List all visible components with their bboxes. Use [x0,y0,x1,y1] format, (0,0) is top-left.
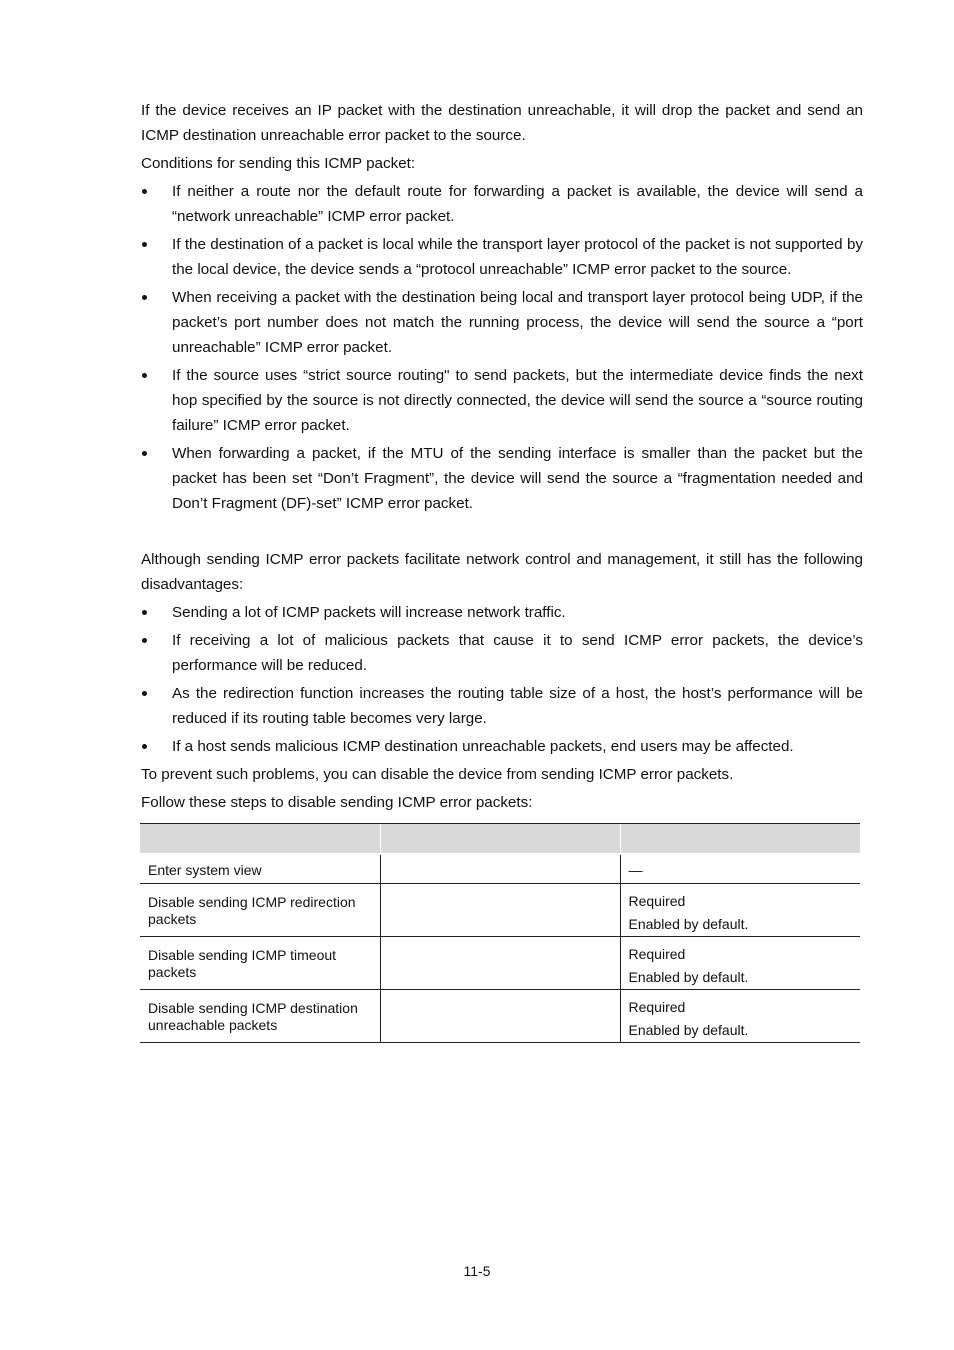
conditions-heading: Conditions for sending this ICMP packet: [141,155,416,172]
steps-intro: Follow these steps to disable sending ICMP error packets: [141,794,533,811]
list-item [141,232,863,282]
bullet-icon [142,610,147,615]
list-item [141,628,863,678]
list-item [141,441,863,516]
list-item [141,681,863,731]
conditions-list [141,179,863,516]
list-item [141,363,863,438]
remarks-cell [620,883,860,936]
list-item-text: When forwarding a packet, if the MTU of the sending interface is smaller than the packet but the packet has been set “Don’t Fragment”, the device will send the source a “fragmentation needed and Don’t Fragment (DF)-set” ICMP error packet. [172,445,863,512]
remarks-default: Enabled by default. [628,1021,749,1038]
bullet-icon [142,744,147,749]
operation-cell: Disable sending ICMP timeout packets [140,936,380,989]
table-row [140,854,860,883]
list-item-text: When receiving a packet with the destination being local and transport layer protocol being UDP, if the packet’s port number does not match the running process, the device will send the source a “port unreachable” ICMP error packet. [172,289,863,356]
operation-cell: Disable sending ICMP destination unreachable packets [140,989,380,1042]
bullet-icon [142,373,147,378]
table-row [140,883,860,936]
table-header-row [140,824,860,855]
operation-cell: Disable sending ICMP redirection packets [140,883,380,936]
list-item-text: If the source uses “strict source routing" to send packets, but the intermediate device finds the next hop specified by the source is not directly connected, the device will send the source a “source routing failure” ICMP error packet. [172,367,863,434]
page-number: 11-5 [463,1263,491,1279]
section-gap [141,519,863,547]
bullet-icon [142,691,147,696]
list-item-text: Sending a lot of ICMP packets will increase network traffic. [172,604,566,621]
list-item-text: If neither a route nor the default route for forwarding a packet is available, the device will send a “network unreachable” ICMP error packet. [172,183,863,225]
remarks-default: Enabled by default. [628,915,749,932]
bullet-icon [142,451,147,456]
disadvantages-paragraph: Although sending ICMP error packets facilitate network control and management, it still has the following disadvantages: [141,551,863,593]
remarks-required: Required [628,892,686,909]
bullet-icon [142,242,147,247]
header-command [380,824,620,855]
list-item-text: If the destination of a packet is local while the transport layer protocol of the packet is not supported by the local device, the device sends a “protocol unreachable” ICMP error packet to the source. [172,236,863,278]
header-operation [140,824,380,855]
remarks-required: Required [628,998,686,1015]
bullet-icon [142,189,147,194]
operation-cell: Enter system view [140,854,380,883]
list-item-text: If receiving a lot of malicious packets that cause it to send ICMP error packets, the device’s performance will be reduced. [172,632,863,674]
list-item-text: As the redirection function increases the routing table size of a host, the host’s performance will be reduced if its routing table becomes very large. [172,685,863,727]
list-item [141,179,863,229]
header-remarks [620,824,860,855]
table-row [140,989,860,1042]
remarks-cell [620,989,860,1042]
command-cell [380,936,620,989]
intro-paragraph: If the device receives an IP packet with the destination unreachable, it will drop the packet and send an ICMP destination unreachable error packet to the source. [141,102,863,144]
disadvantages-list [141,600,863,759]
command-cell [380,854,620,883]
list-item [141,285,863,360]
remarks-default: Enabled by default. [628,968,749,985]
command-cell [380,883,620,936]
list-item [141,600,863,625]
page-body [141,98,863,818]
remarks-cell [620,936,860,989]
prevent-paragraph: To prevent such problems, you can disable the device from sending ICMP error packets. [141,766,734,783]
table-row [140,936,860,989]
bullet-icon [142,638,147,643]
remarks-required: Required [628,945,686,962]
list-item [141,734,863,759]
bullet-icon [142,295,147,300]
list-item-text: If a host sends malicious ICMP destination unreachable packets, end users may be affected. [172,738,794,755]
command-cell [380,989,620,1042]
configuration-table [140,823,860,1043]
remarks-cell: — [620,854,860,883]
